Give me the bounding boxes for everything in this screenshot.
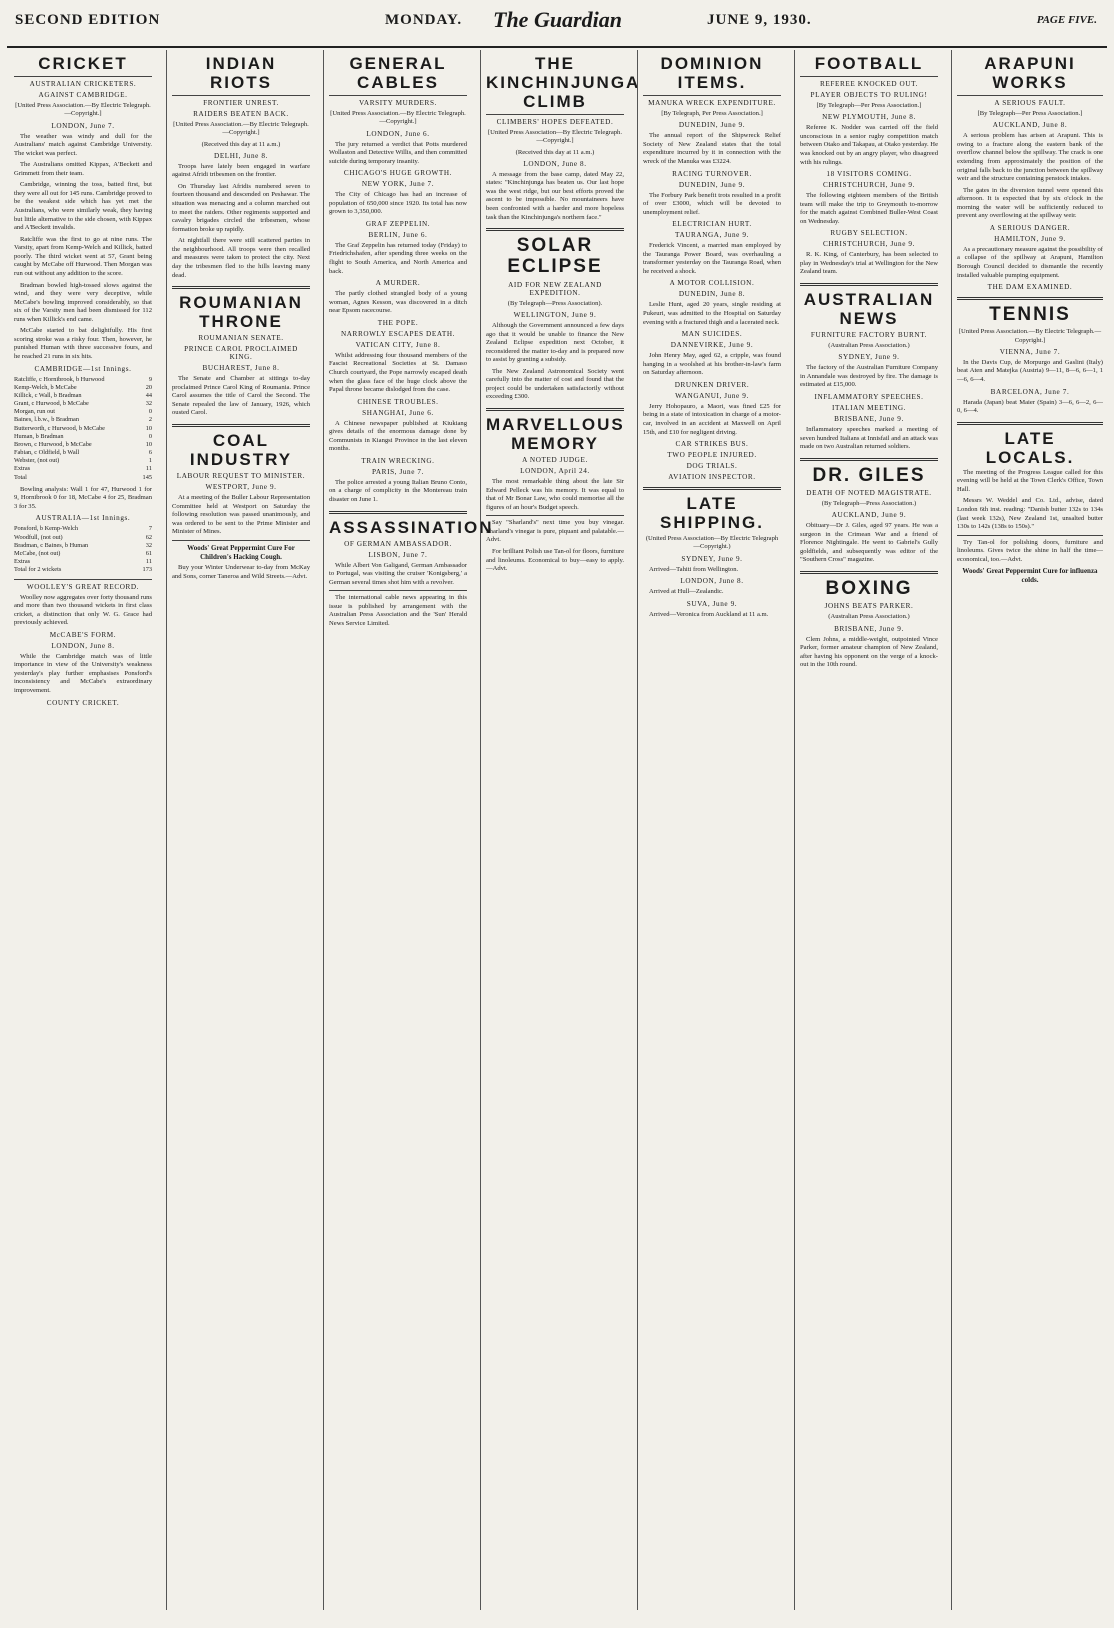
advertisement: Woods' Great Peppermint Cure For Children's Hacking Cough. [187,543,295,561]
subheading: McCABE'S FORM. [49,630,117,639]
dateline: VATICAN CITY, June 8. [355,340,441,349]
article-paragraph: Inflammatory speeches marked a meeting of seven hundred Italians at Innisfail and an attack was made on two Australian returned soldiers. [800,426,938,451]
wire-credit: [By Telegraph—Per Press Association.] [977,110,1083,118]
column-arapuni-works [951,50,1108,1610]
subheading: RUGBY SELECTION. [830,229,908,238]
article-paragraph: Referee K. Nodder was carried off the field unconscious in a senior rugby competition match between Otako and Takapau, at Otako yesterday. He was knocked out by an angry player, who disagreed with his rulings. [800,124,938,166]
subheading: RAIDERS BEATEN BACK. [193,110,289,119]
divider [172,540,310,541]
column-football [794,50,943,1610]
divider [957,422,1103,425]
headline-arapuni-works: ARAPUNI WORKS [984,54,1076,93]
dateline: LONDON, April 24. [520,467,590,476]
wire-credit: (By Telegraph—Press Association.) [821,499,917,507]
dateline: WANGANUI, June 9. [675,391,749,400]
date-label: JUNE 9, 1930. [707,12,812,28]
score-row [14,376,152,384]
divider [329,511,467,514]
article-paragraph: At a meeting of the Buller Labour Representation Committee held at Westport on Saturday the following resolution was passed unanimously, and was ordered to be sent to the Prime Minister and Minister of Mines. [172,494,310,536]
subheading: FRONTIER UNREST. [203,99,279,108]
subheading: GRAF ZEPPELIN. [365,219,431,228]
divider [800,76,938,77]
subheading: 18 VISITORS COMING. [826,170,912,179]
article-paragraph: The New Zealand Astronomical Society went carefully into the matter of cost and found that the project could be undertaken satisfactorily without exceeding £300. [486,367,624,401]
article-paragraph: A Chinese newspaper published at Kiukiang gives details of the enormous damage done by Communists in Kiangsi Province in the last eleven months. [329,419,467,453]
article-paragraph: The Forbury Park benefit trots resulted in a profit of over £3000, which will be devoted to unemployment relief. [643,191,781,216]
dateline: VIENNA, June 7. [999,347,1061,356]
article-paragraph: A serious problem has arisen at Arapuni. This is owing to a fracture along the eastern bank of the overflow channel below the spillway. The crack is one extending from approximately the position of the original falls back to the junction between the spillway weir and the structure containing penstock intakes. [957,132,1103,183]
article-paragraph: Woolley now aggregates over forty thousand runs and more than two thousand wickets in first class cricket, a distinction that only W. G. Grace had previously achieved. [14,593,152,627]
divider [957,297,1103,300]
article-paragraph: The factory of the Australian Furniture Company in Annandale was destroyed by fire. The damage is estimated at £15,000. [800,364,938,389]
headline-kinchinjunga: THE KINCHINJUNGA CLIMB [486,54,641,112]
divider [172,286,310,289]
subheading: RACING TURNOVER. [672,169,752,178]
subheading: ITALIAN MEETING. [831,404,907,412]
dateline: NEW PLYMOUTH, June 8. [822,113,916,122]
headline-dr-giles: DR. GILES [812,464,926,486]
score-row [14,433,152,441]
subheading: WOOLLEY'S GREAT RECORD. [26,582,140,591]
wire-credit: (United Press Association—By Electric Telegraph—Copyright.) [645,535,779,551]
score-row [14,392,152,400]
score-cell: Webster, (not out) [14,457,60,465]
score-cell: Ratcliffe, c Hornibrook, b Hurwood [14,375,105,383]
article-paragraph: The following eighteen members of the British team will make the trip to Greymouth to-morrow for the match against Combined Buller-West Coast on Wednesday. [800,192,938,225]
divider [800,283,938,286]
score-cell: Extras [14,465,31,473]
score-cell: Brown, c Hurwood, b McCabe [14,440,92,448]
masthead [7,6,1107,48]
headline-indian-riots: INDIAN RIOTS [205,54,277,93]
article-paragraph: The annual report of the Shipwreck Relief Society of New Zealand states that the total expenditure incurred by it in connection with the wreck of the Manuka was £3224. [643,132,781,165]
subheading: A MOTOR COLLISION. [669,279,755,288]
subheading: JOHNS BEATS PARKER. [824,602,914,611]
score-cell: 11 [145,465,152,473]
dateline: DUNEDIN, June 9. [678,121,746,130]
score-cell: 10 [145,440,152,448]
article-paragraph: The Senate and Chamber at sittings to-day proclaimed Prince Carol King of Roumania. Prince Carol assumes the title of Carol the Second. The Senate repealed the law of January, 1926, which ousted Carol. [172,375,310,417]
columns [7,50,1107,1610]
edition-label: SECOND EDITION [15,12,161,28]
subheading: DEATH OF NOTED MAGISTRATE. [806,488,932,497]
subheading: NARROWLY ESCAPES DEATH. [340,329,456,338]
subheading: AVIATION INSPECTOR. [668,473,756,482]
article-paragraph: The jury returned a verdict that Potts murdered Wollaston and Detective Willis, and then committed suicide during temporary insanity. [329,140,467,165]
score-cell: Morgan, run out [14,408,55,416]
score-cell: 145 [142,473,152,481]
score-cell: 61 [145,550,152,557]
advertisement: Try Tan-ol for polishing doors, furniture and linoleums. Gives twice the shine in half the time—economical, too.—Advt. [957,538,1103,563]
article-paragraph: A message from the base camp, dated May 22, states: "Kinchinjunga has beaten us. Our last hope was the west ridge, but our best efforts proved the ascent to be impossible. No mountaineers have been confronted with a harder and more hopeless task than the Kinchinjunga's northern face." [486,170,624,221]
dateline: CHRISTCHURCH, June 9. [822,240,916,249]
score-cell: 62 [145,533,152,541]
article-paragraph: McCabe started to bat delightfully. His first scoring stroke was a risky four. Then, however, he punished Human with three successive fours, and he reached 21 runs in six hits. [14,327,152,360]
divider [172,424,310,427]
score-row [14,457,152,465]
score-cell: Total for 2 wickets [14,566,62,574]
score-row [14,465,152,473]
subheading: REFEREE KNOCKED OUT. [820,80,918,89]
article-paragraph: Ratcliffe was the first to go at nine runs. The Varsity, apart from Kemp-Welch and Killick, batted poorly. The third wicket went at 57, Grant being caught by McCabe off Hurwood. Then Morgan was run out without any addition to the score. [14,235,152,277]
score-cell: 20 [145,383,152,391]
dateline: DUNEDIN, June 8. [678,290,746,299]
score-total [14,566,152,574]
dateline: LISBON, June 7. [368,550,428,559]
divider [486,515,624,516]
score-cell: 173 [142,566,152,574]
article-paragraph: The police arrested a young Italian Bruno Conto, on a charge of complicity in the Montereau train disaster on June 1. [329,478,467,504]
headline-boxing: BOXING [825,578,913,599]
score-cell: Fabian, c Oldfield, b Wall [14,449,80,457]
scorecard [14,376,152,482]
dateline: DELHI, June 8. [214,151,268,160]
dateline: BUCHAREST, June 8. [202,364,280,373]
subheading: VARSITY MURDERS. [359,99,437,108]
dateline: WESTPORT, June 9. [205,483,277,492]
headline-coal-industry: COAL INDUSTRY [189,430,293,469]
score-row [14,400,152,408]
headline-late-shipping: LATE SHIPPING. [660,494,764,533]
score-row [14,525,152,533]
headline-roumanian-throne: ROUMANIAN THRONE [179,293,303,332]
dateline: AUCKLAND, June 9. [831,511,907,520]
shipping-entry: Arrived—Veronica from Auckland at 11 a.m. [649,610,769,618]
dateline: LONDON, June 6. [366,129,430,138]
dateline: DUNEDIN, June 9. [678,180,746,189]
score-row [14,558,152,566]
dateline: NEW YORK, June 7. [361,180,435,189]
subheading: ROUMANIAN SENATE. [198,334,284,343]
article-paragraph: At nightfall there were still scattered parties in the neighbourhood. All troops were then recalled and measures were taken to protect the city. Next day the tribesmen fled to the hills leaving many dead. [172,237,310,279]
headline-solar-eclipse: SOLAR ECLIPSE [507,235,603,278]
article-paragraph: Clem Johns, a middle-weight, outpointed Vince Parker, former amateur champion of New Zealand, after having his opponent on the verge of a knock-out in the 10th round. [800,635,938,669]
dateline: BERLIN, June 6. [368,230,428,239]
subheading: INFLAMMATORY SPEECHES. [814,393,924,401]
wire-credit: [United Press Association.—By Electric Telegraph.—Copyright.] [330,110,466,126]
score-cell: Butterworth, c Hurwood, b McCabe [14,424,105,432]
headline-general-cables: GENERAL CABLES [349,54,447,93]
wire-credit: [United Press Association.—By Electric Telegraph.—Copyright.] [15,102,151,118]
article-paragraph: Leslie Hunt, aged 20 years, single residing at Pukeuri, was admitted to the Hospital on Saturday evening with a fractured thigh and a lacerated neck. [643,301,781,326]
dateline: TAURANGA, June 9. [675,231,749,240]
subheading: AGAINST CAMBRIDGE. [38,91,128,100]
wire-credit: [United Press Association.—By Electric Telegraph.—Copyright.] [958,328,1102,344]
dateline: LONDON, June 8. [51,641,115,650]
wire-credit: [By Telegraph, Per Press Association.] [661,110,763,118]
dateline: SYDNEY, June 9. [681,554,743,563]
subheading: ELECTRICIAN HURT. [672,220,752,229]
dateline: LONDON, June 8. [680,577,744,586]
article-paragraph: Frederick Vincent, a married man employed by the Tauranga Power Board, was overhauling a transformer yesterday on the Tauranga Road, when he received a shock. [643,242,781,275]
subheading: THE DAM EXAMINED. [987,283,1073,292]
headline-tennis: TENNIS [989,304,1071,326]
dateline: BRISBANE, June 9. [834,415,904,423]
dateline: WELLINGTON, June 9. [513,310,597,319]
day-label: MONDAY. [385,12,463,28]
divider [14,579,152,580]
dateline: LONDON, June 7. [51,121,115,130]
article-paragraph: As a precautionary measure against the possibility of a collapse of the spillway at Arapuni, Hamilton Borough Council decided to dismantle the recently installed valuable pumping equipment. [957,245,1103,279]
article-paragraph: Bowling analysis: Wall 1 for 47, Hurwood 1 for 9, Hornibrook 0 for 18, McCabe 4 for 25, Bradman 3 for 35. [14,485,152,510]
divider [14,76,152,77]
headline-marvellous-memory: MARVELLOUS MEMORY [486,415,625,454]
score-cell: 7 [148,525,152,533]
article-paragraph: The partly clothed strangled body of a young woman, Agnes Kesson, was discovered in a ditch near Epsom racecourse. [329,290,467,315]
article-paragraph: In the Davis Cup, de Morpurgo and Gaslini (Italy) beat Aten and Matejka (Austria) 9—11, 8—6, 6—1, 1—6, 6—4. [957,358,1103,384]
headline-cricket: CRICKET [38,54,128,73]
column-dominion-items [637,50,786,1610]
advertisement: Buy your Winter Underwear to-day from McKay and Sons, corner Taneroa and Wild Streets.—Advt. [172,564,310,580]
wire-credit: (By Telegraph—Press Association). [507,299,603,307]
article-paragraph: John Henry May, aged 62, a cripple, was found hanging in a woolshed at his brother-in-law's farm on Saturday afternoon. [643,352,781,377]
divider [486,228,624,231]
article-paragraph: While Albert Von Galigand, German Ambassador to Portugal, was visiting the cruiser 'Konigsberg,' a German several times shot him with a revolver. [329,561,467,586]
score-cell: 10 [145,424,152,432]
score-cell: 0 [148,432,152,440]
score-cell: McCabe, (not out) [14,550,61,557]
wire-credit: (Australian Press Association.) [828,342,910,350]
score-row [14,425,152,433]
score-cell: Extras [14,558,31,566]
subheading: PLAYER OBJECTS TO RULING! [810,91,928,100]
score-cell: 9 [148,375,152,383]
article-paragraph: Troops have lately been engaged in warfare against Afridi tribesmen on the frontier. [172,162,310,179]
dateline: LONDON, June 8. [523,159,587,168]
subheading: FURNITURE FACTORY BURNT. [810,331,928,340]
article-paragraph: Whilst addressing four thousand members of the Fascist Recreational Societies at St. Damaso Church courtyard, the Pope narrowly escaped death when the glass face of the huge clock above the Papal throne became dislodged from the case. [329,351,467,394]
dateline: DANNEVIRKE, June 9. [670,341,754,350]
advertisement: For brilliant Polish use Tan-ol for floors, furniture and linoleums. Economical to buy—easy to apply.—Advt. [486,548,624,573]
headline-dominion-items: DOMINION ITEMS. [660,54,764,93]
subheading: A MURDER. [375,279,421,288]
article-paragraph: Messrs W. Weddel and Co. Ltd., advise, dated London 6th inst. reading: "Danish butter 132s to 134s (last week 132s), New Zealand 1st, unsalted butter 130s to 142s (138s to 150s)." [957,497,1103,531]
dateline: AUCKLAND, June 8. [992,121,1068,130]
subheading: DRUNKEN DRIVER. [674,380,750,389]
subheading: A SERIOUS FAULT. [994,99,1066,108]
advertisement: Woods' Great Peppermint Cure for influenza colds. [962,567,1098,585]
score-row [14,408,152,416]
subheading: COUNTY CRICKET. [46,698,120,707]
subheading: CLIMBERS' HOPES DEFEATED. [496,118,614,127]
dateline: SUVA, June 9. [686,599,738,608]
divider [486,114,624,115]
article-paragraph: Cambridge, winning the toss, batted first, but they were all out for 145 runs. Cambridge proved to be the weakest side which has yet met the Australians, who were similarly weak, they having but little alternative to the side chosen, with Kippax and A'Beckett invalids. [14,181,152,232]
divider [643,95,781,96]
article-paragraph: Harada (Japan) beat Maier (Spain) 3—6, 6—2, 6—0, 6—4. [957,398,1103,415]
received-note: (Received this day at 11 a.m.) [515,148,595,156]
score-cell: Grant, c Hurwood, b McCabe [14,400,89,408]
wire-credit: (Australian Press Association.) [828,613,910,621]
article-paragraph: R. K. King, of Canterbury, has been selected to play in Wednesday's trial at Wellington for the New Zealand team. [800,251,938,276]
divider [957,95,1103,96]
divider [172,95,310,96]
article-paragraph: On Thursday last Afridis numbered seven to fourteen thousand and descended on Peshawar. The situation was menacing and a column marched out to meet the raiders. Other regiments supported and cavalry brigades circled the tribesmen, whose formation broke up rapidly. [172,182,310,233]
subheading: MAN SUICIDES. [681,330,743,339]
article-paragraph: The Australians omitted Kippax, A'Beckett and Grimmett from their team. [14,161,152,177]
score-cell: Bradman, c Baines, b Human [14,541,89,549]
shipping-entry: Arrived at Hull—Zealandic. [649,588,724,596]
score-cell: Human, b Bradman [14,432,64,440]
article-paragraph: The weather was windy and dull for the Australians' match against Cambridge University. The wicket was perfect. [14,132,152,157]
subheading: MANUKA WRECK EXPENDITURE. [648,99,776,108]
newspaper-page [7,6,1107,1612]
wire-credit: [United Press Association—By Electric Telegraph.—Copyright.] [487,129,622,145]
dateline: SYDNEY, June 9. [838,353,900,362]
wire-credit: [United Press Association.—By Electric Telegraph.—Copyright.] [173,121,309,137]
received-note: (Received this day at 11 a.m.) [201,140,281,148]
divider [800,458,938,461]
score-cell: 11 [145,558,152,566]
scorecard [14,525,152,574]
score-cell: 6 [148,449,152,457]
dateline: BRISBANE, June 9. [834,624,904,633]
score-cell: Total [14,473,27,481]
score-row [14,384,152,392]
headline-australian-news: AUSTRALIAN NEWS [803,290,935,329]
headline-late-locals: LATE LOCALS. [985,428,1075,467]
score-total [14,474,152,482]
score-row [14,449,152,457]
subheading: THE POPE. [377,318,419,327]
dateline: HAMILTON, June 9. [994,234,1066,243]
score-row [14,550,152,558]
score-row [14,441,152,449]
score-cell: Ponsford, b Kemp-Welch [14,525,79,533]
score-row [14,416,152,424]
dateline: CHRISTCHURCH, June 9. [822,181,916,190]
subheading: CAR STRIKES BUS. [675,440,749,449]
subheading: TRAIN WRECKING. [361,456,435,465]
subheading: OF GERMAN AMBASSADOR. [344,539,452,548]
subheading: LABOUR REQUEST TO MINISTER. [176,472,306,481]
headline-football: FOOTBALL [814,54,924,73]
newspaper-title: The Guardian [493,7,622,32]
article-paragraph: The international cable news appearing in this issue is published by arrangement with the Australian Press Association and the 'Sun' Herald News Service Limited. [329,594,467,627]
score-cell: 32 [145,400,152,408]
score-cell: Baines, l.b.w., b Bradman [14,416,79,424]
subheading: AUSTRALIAN CRICKETERS. [29,80,137,89]
dateline: BARCELONA, June 7. [990,387,1070,396]
shipping-entry: Arrived—Tahiti from Wellington. [649,565,739,573]
advertisement: Say "Sharland's" next time you buy vinegar. Sharland's vinegar is pure, piquant and palatable.—Advt. [486,519,624,544]
score-row [14,534,152,542]
article-paragraph: The City of Chicago has had an increase of population of 650,000 since 1920. Its total has now grown to 3,350,000. [329,191,467,216]
divider [800,571,938,574]
headline-assassination: ASSASSINATION [329,517,494,537]
subheading: A SERIOUS DANGER. [989,223,1071,232]
subheading: CHINESE TROUBLES. [357,397,439,406]
scorecard-heading: CAMBRIDGE—1st Innings. [34,364,132,373]
score-cell: 1 [148,457,152,465]
subheading: A NOTED JUDGE. [522,456,588,465]
score-cell: Woodfull, (not out) [14,533,63,541]
scorecard-heading: AUSTRALIA—1st Innings. [35,514,131,523]
column-indian-riots [166,50,315,1610]
page-number: PAGE FIVE. [1036,14,1097,26]
article-paragraph: Jerry Hohopauro, a Maori, was fined £25 for being in a state of intoxication in charge of a motor-car, involved in an accident at Maxwell on April 15th, and £10 for negligent driving. [643,402,781,436]
column-kinchinjunga [480,50,641,1610]
subheading: CHICAGO'S HUGE GROWTH. [343,169,453,178]
score-cell: Killick, c Wall, b Bradman [14,391,82,399]
score-row [14,542,152,550]
score-cell: Kemp-Welch, b McCabe [14,383,77,391]
divider [329,590,467,591]
divider [957,535,1103,536]
subheading: AID FOR NEW ZEALAND EXPEDITION. [508,280,602,297]
column-general-cables [323,50,494,1610]
subheading: PRINCE CAROL PROCLAIMED KING. [184,345,298,362]
article-paragraph: Bradman bowled high-tossed slows against the wind, and they were very deceptive, while McCabe's bowling improved considerably, so that six of the Varsity men had been dismissed for 112 runs when Killick's end came. [14,281,152,323]
score-cell: 32 [145,541,152,549]
subheading: TWO PEOPLE INJURED. [667,451,757,460]
article-paragraph: While the Cambridge match was of little importance in view of the University's weakness yesterday's play further emphasises Ponsford's inconsistency and McCabe's extraordinary improvement. [14,652,152,695]
divider [486,408,624,411]
dateline: SHANGHAI, June 6. [362,408,434,417]
column-cricket [9,50,157,1610]
divider [643,487,781,490]
subheading: DOG TRIALS. [686,462,738,471]
article-paragraph: The most remarkable thing about the late Sir Edward Pelleck was his memory. It was equal to that of Mr Bonar Law, who could memorise all the figures of an hour's Budget speech. [486,478,624,511]
divider [329,95,467,96]
score-cell: 44 [145,391,152,399]
article-paragraph: The Graf Zeppelin has returned today (Friday) to Friedrichshafen, after spending three weeks on the flight to South America, and North America and back. [329,241,467,275]
article-paragraph: Obituary—Dr J. Giles, aged 97 years. He was a surgeon in the Crimean War and a friend of Florence Nightingale. He went to Gabriel's Gully goldfields, and subsequently was editor of the "Southern Cross" magazine. [800,522,938,564]
article-paragraph: The gates in the diversion tunnel were opened this afternoon. It is expected that by six o'clock in the morning the water will be sufficiently reduced to prevent any overflowing at the spillway weir. [957,186,1103,220]
dateline: PARIS, June 7. [371,467,425,476]
article-paragraph: Although the Government announced a few days ago that it would be unable to finance the New Zealand Eclipse expedition next October, it reconsidered the matter to-day and is prepared now to assist by granting a subsidy. [486,321,624,364]
score-cell: 2 [148,416,152,424]
article-paragraph: The meeting of the Progress League called for this evening will be held at the Town Clerk's Office, Town Hall. [957,468,1103,493]
score-cell: 0 [148,408,152,416]
wire-credit: [By Telegraph—Per Press Association.] [816,102,922,110]
